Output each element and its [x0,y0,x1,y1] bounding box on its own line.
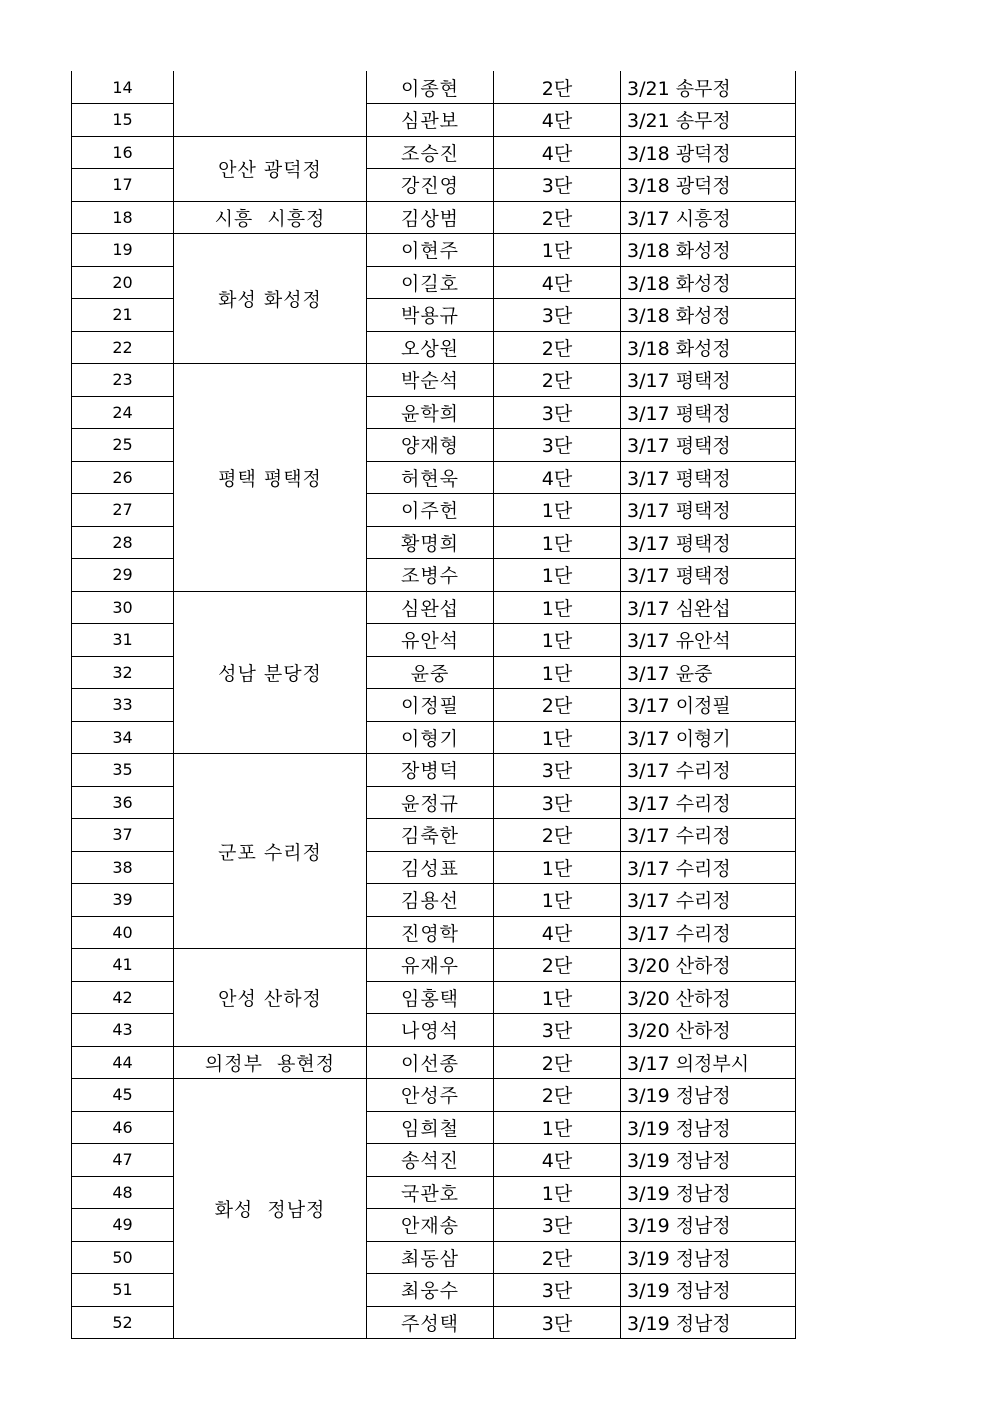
date-venue-cell: 3/17 수리정 [621,819,796,852]
rank-cell: 3단 [494,1209,621,1242]
member-name: 이정필 [367,689,494,722]
member-name: 최웅수 [367,1274,494,1307]
member-name: 이형기 [367,721,494,754]
member-name: 양재형 [367,429,494,462]
date-venue-cell: 3/17 심완섭 [621,591,796,624]
row-number: 29 [72,559,174,592]
member-name: 김축한 [367,819,494,852]
table-row [72,234,796,267]
member-name: 이길호 [367,266,494,299]
club-cell: 성남 분당정 [174,591,367,754]
rank-cell: 2단 [494,1241,621,1274]
member-name: 임홍택 [367,981,494,1014]
date-venue-cell: 3/17 이형기 [621,721,796,754]
row-number: 51 [72,1274,174,1307]
row-number: 19 [72,234,174,267]
row-number: 23 [72,364,174,397]
member-name: 유안석 [367,624,494,657]
member-name: 유재우 [367,949,494,982]
date-venue-cell: 3/19 정남정 [621,1241,796,1274]
member-name: 주성택 [367,1306,494,1339]
date-venue-cell: 3/17 수리정 [621,851,796,884]
rank-cell: 2단 [494,949,621,982]
row-number: 27 [72,494,174,527]
date-venue-cell: 3/19 정남정 [621,1209,796,1242]
member-name: 김성표 [367,851,494,884]
row-number: 26 [72,461,174,494]
row-number: 44 [72,1046,174,1079]
rank-cell: 3단 [494,754,621,787]
row-number: 14 [72,71,174,104]
rank-cell: 2단 [494,364,621,397]
row-number: 30 [72,591,174,624]
rank-cell: 1단 [494,1176,621,1209]
member-name: 박용규 [367,299,494,332]
club-cell: 화성 화성정 [174,234,367,364]
row-number: 45 [72,1079,174,1112]
club-cell: 의정부 용현정 [174,1046,367,1079]
rank-cell: 2단 [494,689,621,722]
row-number: 17 [72,169,174,202]
row-number: 52 [72,1306,174,1339]
table-row [72,1046,796,1079]
member-name: 윤학희 [367,396,494,429]
club-cell: 안성 산하정 [174,949,367,1047]
rank-cell: 1단 [494,234,621,267]
member-name: 나영석 [367,1014,494,1047]
rank-cell: 4단 [494,461,621,494]
rank-cell: 3단 [494,1274,621,1307]
date-venue-cell: 3/17 의정부시 [621,1046,796,1079]
row-number: 49 [72,1209,174,1242]
rank-cell: 1단 [494,559,621,592]
member-name: 이종현 [367,71,494,104]
row-number: 15 [72,104,174,137]
row-number: 25 [72,429,174,462]
date-venue-cell: 3/20 산하정 [621,981,796,1014]
row-number: 31 [72,624,174,657]
row-number: 20 [72,266,174,299]
row-number: 18 [72,201,174,234]
member-name: 박순석 [367,364,494,397]
row-number: 38 [72,851,174,884]
member-name: 이현주 [367,234,494,267]
row-number: 33 [72,689,174,722]
rank-cell: 1단 [494,981,621,1014]
row-number: 48 [72,1176,174,1209]
date-venue-cell: 3/18 화성정 [621,266,796,299]
date-venue-cell: 3/17 윤중 [621,656,796,689]
date-venue-cell: 3/17 평택정 [621,494,796,527]
date-venue-cell: 3/17 이정필 [621,689,796,722]
date-venue-cell: 3/21 송무정 [621,104,796,137]
row-number: 22 [72,331,174,364]
rank-cell: 3단 [494,169,621,202]
rank-cell: 1단 [494,721,621,754]
date-venue-cell: 3/19 정남정 [621,1274,796,1307]
date-venue-cell: 3/17 수리정 [621,884,796,917]
row-number: 28 [72,526,174,559]
member-name: 임희철 [367,1111,494,1144]
rank-cell: 1단 [494,851,621,884]
date-venue-cell: 3/19 정남정 [621,1079,796,1112]
date-venue-cell: 3/20 산하정 [621,1014,796,1047]
row-number: 40 [72,916,174,949]
rank-cell: 2단 [494,331,621,364]
member-name: 국관호 [367,1176,494,1209]
rank-cell: 4단 [494,104,621,137]
member-name: 김상범 [367,201,494,234]
club-cell: 화성 정남정 [174,1079,367,1339]
date-venue-cell: 3/17 수리정 [621,786,796,819]
date-venue-cell: 3/19 정남정 [621,1306,796,1339]
member-name: 최동삼 [367,1241,494,1274]
row-number: 21 [72,299,174,332]
table-row [72,136,796,169]
rank-cell: 2단 [494,1079,621,1112]
club-cell: 평택 평택정 [174,364,367,592]
club-cell: 군포 수리정 [174,754,367,949]
member-name: 허현욱 [367,461,494,494]
rank-cell: 3단 [494,1306,621,1339]
roster-table [71,71,796,1339]
rank-cell: 4단 [494,916,621,949]
table-row [72,201,796,234]
member-name: 안성주 [367,1079,494,1112]
date-venue-cell: 3/19 정남정 [621,1176,796,1209]
row-number: 32 [72,656,174,689]
row-number: 34 [72,721,174,754]
table-row [72,949,796,982]
date-venue-cell: 3/17 수리정 [621,754,796,787]
rank-cell: 1단 [494,884,621,917]
member-name: 진영학 [367,916,494,949]
date-venue-cell: 3/20 산하정 [621,949,796,982]
row-number: 35 [72,754,174,787]
row-number: 50 [72,1241,174,1274]
club-cell [174,71,367,136]
date-venue-cell: 3/18 광덕정 [621,136,796,169]
row-number: 41 [72,949,174,982]
rank-cell: 2단 [494,201,621,234]
rank-cell: 2단 [494,819,621,852]
rank-cell: 3단 [494,429,621,462]
rank-cell: 1단 [494,591,621,624]
table-row [72,1079,796,1112]
rank-cell: 4단 [494,1144,621,1177]
club-cell: 시흥 시흥정 [174,201,367,234]
row-number: 36 [72,786,174,819]
table-row [72,591,796,624]
date-venue-cell: 3/17 평택정 [621,461,796,494]
date-venue-cell: 3/17 평택정 [621,364,796,397]
member-name: 안재송 [367,1209,494,1242]
member-name: 이선종 [367,1046,494,1079]
rank-cell: 2단 [494,1046,621,1079]
member-name: 오상원 [367,331,494,364]
date-venue-cell: 3/18 화성정 [621,299,796,332]
table-row [72,364,796,397]
member-name: 황명희 [367,526,494,559]
row-number: 16 [72,136,174,169]
date-venue-cell: 3/18 화성정 [621,331,796,364]
member-name: 심관보 [367,104,494,137]
rank-cell: 1단 [494,1111,621,1144]
rank-cell: 4단 [494,266,621,299]
rank-cell: 3단 [494,396,621,429]
rank-cell: 1단 [494,526,621,559]
date-venue-cell: 3/17 수리정 [621,916,796,949]
date-venue-cell: 3/17 평택정 [621,526,796,559]
date-venue-cell: 3/17 평택정 [621,559,796,592]
date-venue-cell: 3/17 시흥정 [621,201,796,234]
rank-cell: 1단 [494,656,621,689]
date-venue-cell: 3/19 정남정 [621,1111,796,1144]
member-name: 윤정규 [367,786,494,819]
date-venue-cell: 3/18 광덕정 [621,169,796,202]
row-number: 43 [72,1014,174,1047]
rank-cell: 1단 [494,494,621,527]
member-name: 심완섭 [367,591,494,624]
member-name: 조병수 [367,559,494,592]
date-venue-cell: 3/19 정남정 [621,1144,796,1177]
date-venue-cell: 3/18 화성정 [621,234,796,267]
rank-cell: 1단 [494,624,621,657]
rank-cell: 3단 [494,1014,621,1047]
row-number: 39 [72,884,174,917]
member-name: 윤중 [367,656,494,689]
member-name: 김용선 [367,884,494,917]
member-name: 이주헌 [367,494,494,527]
member-name: 장병덕 [367,754,494,787]
rank-cell: 3단 [494,786,621,819]
date-venue-cell: 3/17 유안석 [621,624,796,657]
row-number: 46 [72,1111,174,1144]
rank-cell: 4단 [494,136,621,169]
member-name: 송석진 [367,1144,494,1177]
row-number: 24 [72,396,174,429]
date-venue-cell: 3/21 송무정 [621,71,796,104]
table-row [72,754,796,787]
table-row [72,71,796,104]
club-cell: 안산 광덕정 [174,136,367,201]
rank-cell: 3단 [494,299,621,332]
date-venue-cell: 3/17 평택정 [621,396,796,429]
row-number: 47 [72,1144,174,1177]
member-name: 강진영 [367,169,494,202]
row-number: 37 [72,819,174,852]
row-number: 42 [72,981,174,1014]
rank-cell: 2단 [494,71,621,104]
member-name: 조승진 [367,136,494,169]
date-venue-cell: 3/17 평택정 [621,429,796,462]
